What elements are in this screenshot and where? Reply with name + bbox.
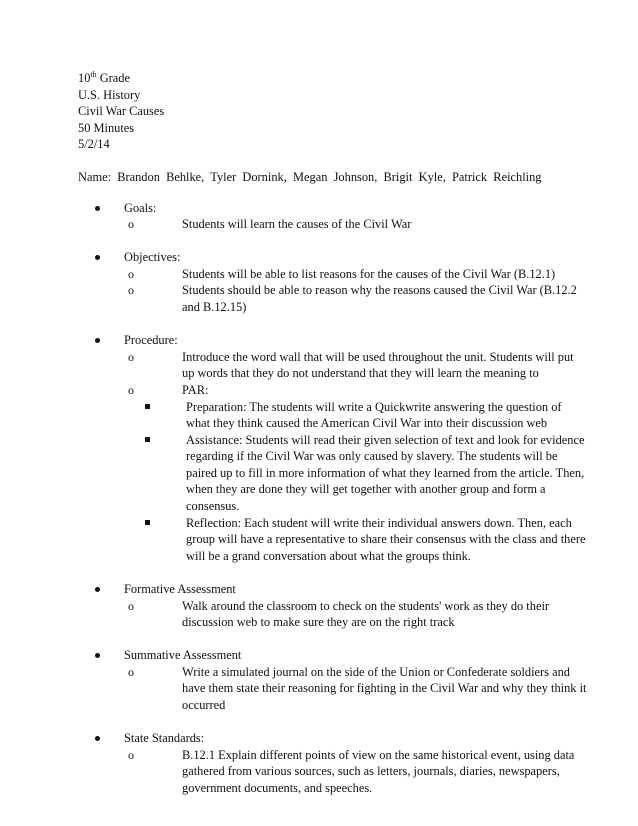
section-formative-assessment: [78, 581, 588, 631]
section-title: State Standards:: [124, 731, 205, 746]
list-item: [124, 282, 588, 315]
bullet-icon: [95, 587, 100, 592]
square-bullet-icon: [145, 437, 150, 442]
circle-bullet-icon: o: [128, 217, 134, 232]
date-line: 5/2/14: [78, 137, 110, 152]
list-item: [124, 664, 588, 714]
section-objectives: [78, 249, 588, 315]
item-text: Write a simulated journal on the side of the Union or Confederate soldiers and have them state their reasoning for fighting in the Civil War and why they think it occurred: [182, 664, 587, 712]
grade-line: [78, 70, 588, 87]
bullet-icon: [95, 206, 100, 211]
lesson-plan-document: [78, 70, 588, 813]
section-title: Procedure:: [124, 333, 178, 348]
bullet-icon: [95, 736, 100, 741]
section-title: Objectives:: [124, 250, 181, 265]
duration-line: 50 Minutes: [78, 120, 135, 135]
item-text: Introduce the word wall that will be used throughout the unit. Students will put up words that they do not understand that they will learn the meaning to: [182, 349, 574, 381]
sections: [78, 200, 588, 797]
bullet-icon: [95, 255, 100, 260]
bullet-icon: [95, 338, 100, 343]
item-text: PAR:: [182, 382, 209, 397]
circle-bullet-icon: o: [128, 266, 134, 281]
circle-bullet-icon: o: [128, 382, 134, 397]
section-title: Formative Assessment: [124, 581, 236, 596]
item-text: B.12.1 Explain different points of view on the same historical event, using data gathered from various sources, such as letters, journals, diaries, newspapers, government documents, and speeches.: [182, 747, 575, 795]
grade-word: Grade: [96, 71, 130, 85]
bullet-icon: [95, 653, 100, 658]
list-item: [124, 349, 588, 382]
list-item: [124, 747, 588, 797]
names-line: Name: Brandon Behlke, Tyler Dornink, Megan Johnson, Brigit Kyle, Patrick Reichling: [78, 169, 542, 184]
circle-bullet-icon: o: [128, 664, 134, 679]
square-bullet-icon: [145, 404, 150, 409]
section-title: Goals:: [124, 200, 157, 215]
list-item: [124, 598, 588, 631]
list-item: [124, 266, 588, 283]
item-text: Students will be able to list reasons for the causes of the Civil War (B.12.1): [182, 266, 556, 281]
grade-number: 10: [78, 71, 91, 85]
square-bullet-icon: [145, 520, 150, 525]
step-text: Assistance: Students will read their given selection of text and look for evidence regarding if the Civil War was only caused by slavery. The students will be paired up to fill in more information of what they learned from the article. Then, when they are done they will get together with another group and form a consensus.: [186, 432, 585, 514]
item-text: Students should be able to reason why the reasons caused the Civil War (B.12.2 and B.12.15): [182, 283, 577, 315]
list-item-par: [124, 382, 588, 399]
list-item: [124, 216, 588, 233]
par-step: [124, 432, 588, 515]
step-text: Reflection: Each student will write their individual answers down. Then, each group will have a representative to share their consensus with the class and there will be a grand conversation about what the groups think.: [186, 515, 586, 563]
section-procedure: [78, 332, 588, 564]
item-text: Walk around the classroom to check on the students' work as they do their discussion web to make sure they are on the right track: [182, 598, 550, 630]
circle-bullet-icon: o: [128, 283, 134, 298]
par-step: [124, 515, 588, 565]
par-step: [124, 399, 588, 432]
circle-bullet-icon: o: [128, 349, 134, 364]
circle-bullet-icon: o: [128, 598, 134, 613]
section-goals: [78, 200, 588, 233]
item-text: Students will learn the causes of the Civil War: [182, 217, 412, 232]
step-text: Preparation: The students will write a Quickwrite answering the question of what they think caused the American Civil War into their discussion web: [186, 399, 562, 431]
section-state-standards: [78, 730, 588, 796]
grade-suffix: th: [90, 69, 97, 79]
topic-line: Civil War Causes: [78, 104, 165, 119]
section-title: Summative Assessment: [124, 648, 242, 663]
subject-line: U.S. History: [78, 87, 141, 102]
circle-bullet-icon: o: [128, 747, 134, 762]
section-summative-assessment: [78, 647, 588, 713]
